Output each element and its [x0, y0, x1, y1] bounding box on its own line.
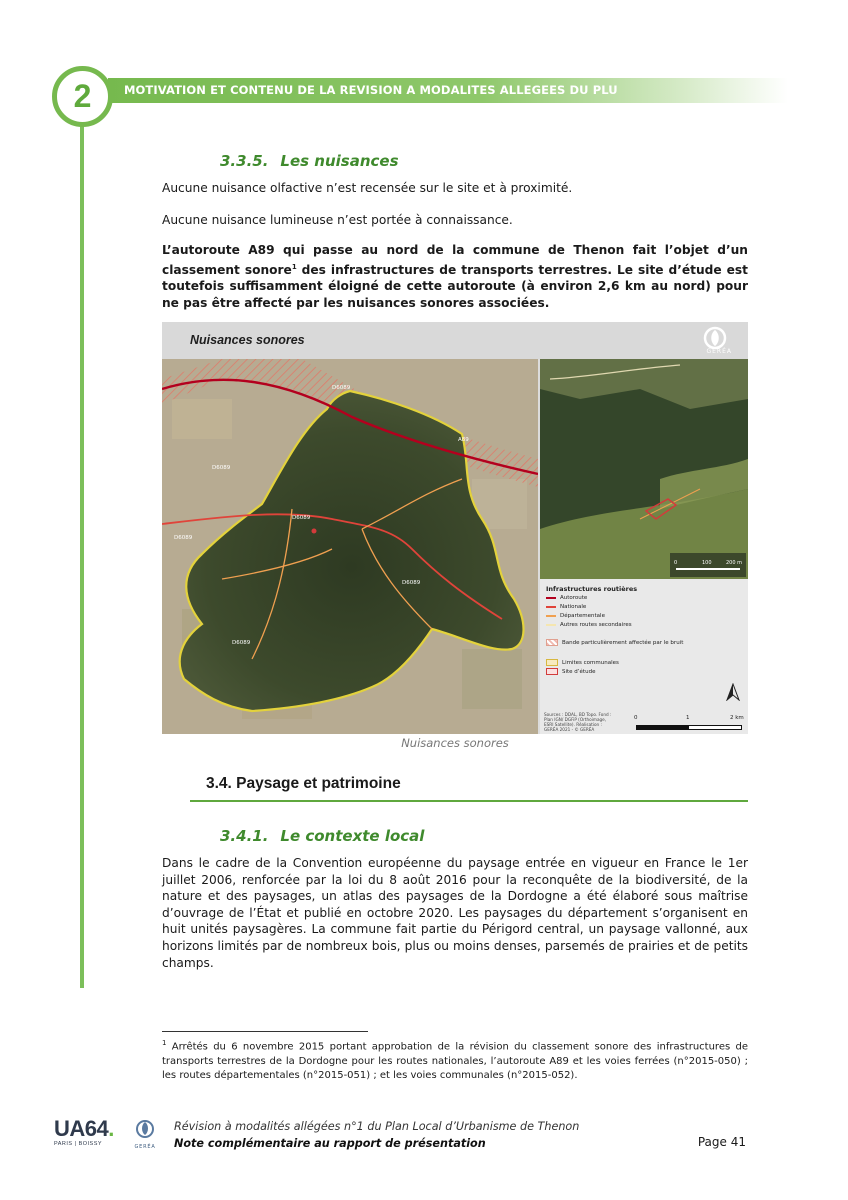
paragraph-olfactive: Aucune nuisance olfactive n’est recensée sur le site et à proximité.: [162, 181, 573, 195]
map-figure: [162, 322, 748, 734]
legend-label: Site d’étude: [562, 669, 596, 675]
map-title: Nuisances sonores: [190, 333, 305, 347]
legend-item-secondaires: [546, 622, 632, 628]
paragraph-text-start: L’autoroute A89 qui passe au nord de la commune de Thenon fait l’objet d’un classement sonore: [162, 243, 748, 277]
section-number: 3.4.1.: [220, 827, 269, 845]
map-header: [162, 322, 748, 359]
study-site-marker: [312, 529, 317, 534]
page-number: Page 41: [697, 1135, 746, 1149]
road-label-5: D6089: [402, 580, 421, 586]
legend-label: Autres routes secondaires: [560, 622, 632, 628]
scale-label-2: 2 km: [730, 715, 744, 721]
north-arrow-icon: [726, 683, 740, 701]
paragraph-lumineuse: Aucune nuisance lumineuse n’est portée à connaissance.: [162, 213, 513, 227]
legend-item-autoroute: [546, 595, 587, 601]
legend-swatch: [546, 668, 558, 675]
legend-label: Autoroute: [560, 595, 588, 601]
footnote-marker: 1: [162, 1039, 167, 1047]
ua64-logo-text: [54, 1118, 114, 1140]
legend-item-limites: [546, 659, 619, 666]
footnote-text: Arrêtés du 6 novembre 2015 portant approbation de la révision du classement sonore des infrastructures de transports terrestres de la Dordogne pour les routes nationales, l’autoroute A89 et les voies ferrées (n°2015-050) ; les routes départementales (n°2015-051) ; et les voies communales (n°2015-052).: [162, 1041, 748, 1082]
legend-item-departementale: [546, 613, 605, 619]
legend-item-site: [546, 668, 595, 675]
ua64-logo: [54, 1118, 114, 1147]
inset-scale-0: 0: [674, 560, 678, 566]
map-legend: [540, 579, 748, 734]
legend-label: Bande particulièrement affectée par le bruit: [562, 640, 684, 646]
legend-swatch: [546, 606, 556, 608]
gerea-footer-logo: [132, 1118, 158, 1150]
legend-label: Nationale: [560, 604, 587, 610]
section-title: Le contexte local: [280, 827, 425, 845]
section-heading-3-4-1: [220, 827, 424, 845]
footer-document-title: Révision à modalités allégées n°1 du Plan Local d’Urbanisme de Thenon: [174, 1120, 580, 1133]
ua64-logo-sub: PARIS | BOISSY: [54, 1141, 103, 1147]
site-detail-map: [540, 359, 748, 579]
road-label-2: D6089: [212, 465, 231, 471]
scale-bar: [636, 725, 742, 730]
road-label-3: D6089: [292, 515, 311, 521]
map-source: Sources : DDAL, BD Topo. Fond : Plan IGN/ DGFiP (Orthoimage, ESRI Satellite). Réalisation : GERÉA 2021 - © GERÉA: [544, 712, 612, 732]
legend-swatch: [546, 659, 558, 666]
legend-swatch: [546, 597, 556, 599]
road-label-1: A89: [458, 437, 469, 443]
legend-item-nationale: [546, 604, 586, 610]
paragraph-autoroute: [162, 242, 748, 311]
commune-map: [162, 359, 538, 734]
legend-label: Départementale: [560, 613, 605, 619]
legend-swatch: [546, 624, 556, 626]
chapter-title: MOTIVATION ET CONTENU DE LA REVISION A MODALITES ALLEGEES DU PLU: [124, 83, 618, 97]
ua64-logo-main: UA64: [54, 1116, 109, 1141]
footnote: [162, 1036, 748, 1084]
inset-scale-1: 100: [702, 560, 712, 566]
figure-caption: Nuisances sonores: [401, 736, 509, 750]
paragraph-contexte-local: Dans le cadre de la Convention européenne du paysage entrée en vigueur en France le 1er juillet 2006, renforcée par la loi du 8 août 2016 pour la reconquête de la biodiversité, de la nature et des paysages, un atlas des paysages de la Dordogne a été élaboré sous maîtrise d’ouvrage de l’État et publié en octobre 2020. Les paysages du département s’organisent en huit unités paysagères. La commune fait partie du Périgord central, un paysage vallonné, aux horizons limités par de nombreux bois, plus ou moins denses, parsemés de prairies et de petits champs.: [162, 856, 748, 970]
ua64-logo-dot: .: [108, 1116, 114, 1141]
scale-label-0: 0: [634, 715, 638, 721]
gerea-footer-label: GERÉA: [134, 1144, 156, 1150]
paragraph-text-end: des infrastructures de transports terrestres. Le site d’étude est toutefois suffisamment éloigné de cette autoroute (à environ 2,6 km au nord) pour ne pas être affecté par les nuisances sonores associées.: [162, 262, 748, 310]
section-number: 3.3.5.: [220, 152, 269, 170]
legend-label: Limites communales: [562, 660, 619, 666]
section-underline: [190, 800, 748, 802]
road-label-6: D6089: [232, 640, 251, 646]
road-label-4: D6089: [174, 535, 193, 541]
section-heading-3-4: 3.4. Paysage et patrimoine: [206, 775, 401, 792]
map-logo-label: GERÉA: [706, 348, 732, 355]
footer-document-subtitle: Note complémentaire au rapport de présentation: [174, 1137, 486, 1150]
legend-title: Infrastructures routières: [546, 585, 638, 593]
legend-item-bruit: [546, 639, 683, 646]
chapter-number-badge: 2: [52, 66, 113, 127]
legend-swatch: [546, 615, 556, 617]
left-margin-line: [80, 122, 84, 988]
footnote-ref[interactable]: 1: [291, 262, 297, 271]
section-heading-3-3-5: [220, 152, 399, 170]
gerea-footer-icon: [134, 1118, 156, 1140]
footnote-separator: [162, 1031, 368, 1032]
road-label-0: D6089: [332, 385, 351, 391]
section-title: Les nuisances: [280, 152, 399, 170]
legend-swatch: [546, 639, 558, 646]
inset-scale-2: 200 m: [726, 560, 743, 566]
scale-label-1: 1: [686, 715, 690, 721]
